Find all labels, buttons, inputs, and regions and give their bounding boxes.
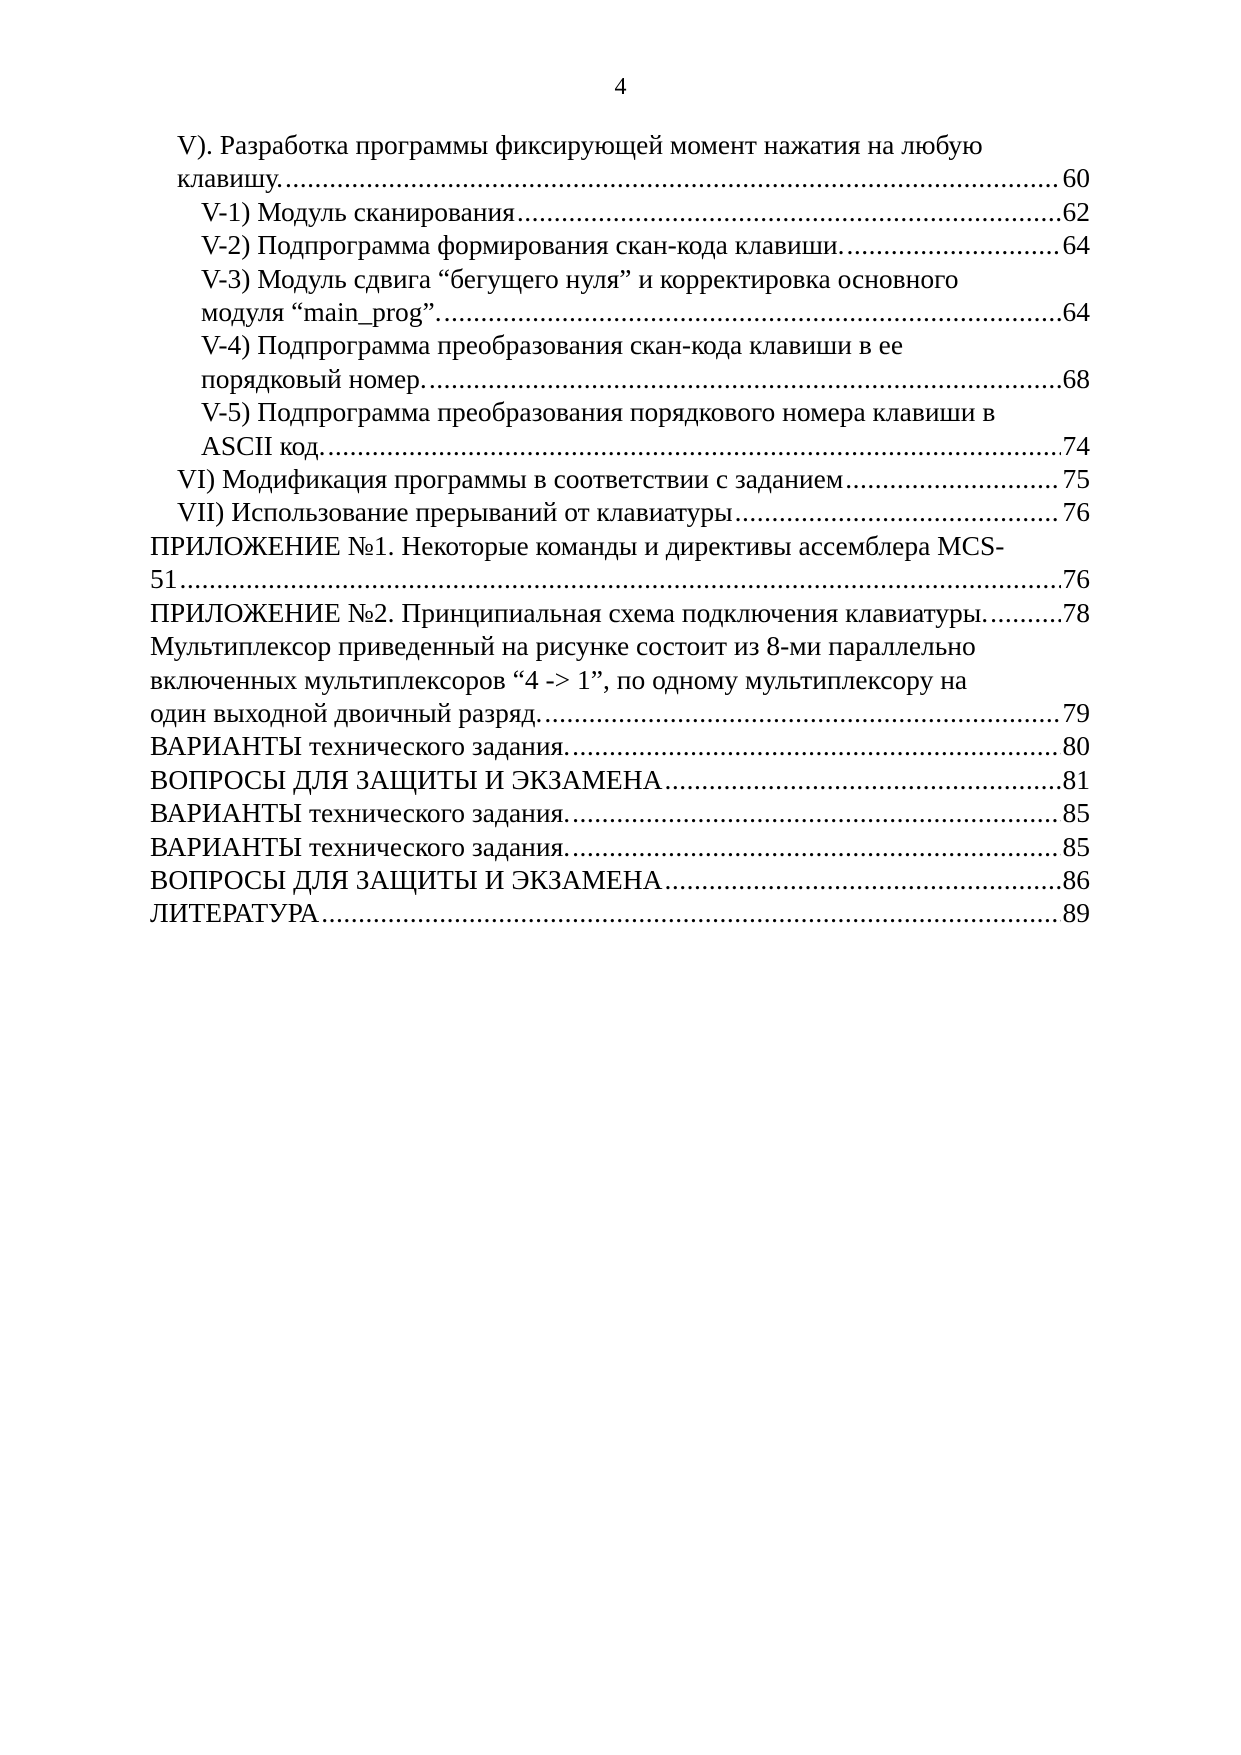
toc-entry-title-line1: Мультиплексор приведенный на рисунке состоит из 8-ми параллельно bbox=[150, 630, 976, 662]
toc-entry-title-line1: V-4) Подпрограмма преобразования скан-кода клавиши в ее bbox=[201, 329, 904, 361]
toc-entry-line bbox=[201, 429, 1090, 462]
toc-entry-title: VII) Использование прерываний от клавиатуры bbox=[177, 496, 733, 528]
toc-entry-line bbox=[177, 161, 1090, 194]
toc-entry[interactable] bbox=[150, 729, 1090, 762]
toc-entry-title: ПРИЛОЖЕНИЕ №2. Принципиальная схема подключения клавиатуры. bbox=[150, 596, 989, 628]
toc-entry-line bbox=[150, 763, 1090, 796]
toc-entry-line bbox=[201, 362, 1090, 395]
toc-entry[interactable] bbox=[150, 328, 1090, 395]
toc-page-number: 64 bbox=[1062, 296, 1090, 328]
toc-entry[interactable] bbox=[150, 796, 1090, 829]
toc-page-number: 74 bbox=[1062, 429, 1090, 461]
toc-leader-dots bbox=[444, 295, 1061, 328]
toc-leader-dots bbox=[517, 195, 1061, 228]
toc-entry-title: ВАРИАНТЫ технического задания. bbox=[150, 830, 571, 862]
toc-entry-title: ASCII код. bbox=[201, 429, 326, 461]
toc-entry-title: ЛИТЕРАТУРА bbox=[150, 897, 320, 929]
toc-entry[interactable] bbox=[150, 763, 1090, 796]
toc-entry-line bbox=[201, 228, 1090, 261]
toc-leader-dots bbox=[572, 729, 1060, 762]
toc-entry[interactable] bbox=[150, 228, 1090, 261]
toc-page-number: 64 bbox=[1062, 229, 1090, 261]
toc-page-number: 76 bbox=[1062, 563, 1090, 595]
toc-leader-dots bbox=[327, 429, 1060, 462]
toc-entry-line bbox=[150, 896, 1090, 929]
toc-entry[interactable] bbox=[150, 629, 1090, 729]
toc-entry-title-line1: ПРИЛОЖЕНИЕ №1. Некоторые команды и директивы ассемблера MCS- bbox=[150, 529, 1005, 561]
toc-entry-title-line1: V). Разработка программы фиксирующей момент нажатия на любую bbox=[177, 129, 983, 160]
toc-page-number: 86 bbox=[1062, 863, 1090, 895]
toc-page-number: 76 bbox=[1062, 496, 1090, 528]
toc-entry-line bbox=[150, 696, 1090, 729]
toc-page-number: 85 bbox=[1062, 797, 1090, 829]
toc-leader-dots bbox=[180, 562, 1061, 595]
toc-leader-dots bbox=[285, 161, 1060, 194]
toc-entry[interactable] bbox=[150, 262, 1090, 329]
toc-leader-dots bbox=[735, 495, 1061, 528]
toc-entry[interactable] bbox=[150, 896, 1090, 929]
toc-entry-title: ВОПРОСЫ ДЛЯ ЗАЩИТЫ И ЭКЗАМЕНА bbox=[150, 863, 663, 895]
toc-leader-dots bbox=[990, 596, 1060, 629]
toc-page-number: 89 bbox=[1062, 897, 1090, 929]
toc-leader-dots bbox=[429, 362, 1061, 395]
toc-entry-title: V-2) Подпрограмма формирования скан-кода клавиши. bbox=[201, 229, 845, 261]
toc-entry-title: один выходной двоичный разряд. bbox=[150, 696, 543, 728]
toc-entry-title-line1: V-3) Модуль сдвига “бегущего нуля” и корректировка основного bbox=[201, 262, 959, 294]
toc-entry-title: порядковый номер. bbox=[201, 362, 427, 394]
toc-leader-dots bbox=[572, 830, 1060, 863]
toc-leader-dots bbox=[544, 696, 1060, 729]
page-number: 4 bbox=[614, 74, 627, 100]
toc-entry-line bbox=[150, 863, 1090, 896]
toc-entry-line bbox=[150, 830, 1090, 863]
toc-page-number: 79 bbox=[1062, 696, 1090, 728]
toc-entry[interactable] bbox=[150, 830, 1090, 863]
toc-entry-line bbox=[177, 495, 1090, 528]
toc-page-number: 81 bbox=[1062, 763, 1090, 795]
toc-entry-line bbox=[150, 729, 1090, 762]
toc-page-number: 68 bbox=[1062, 362, 1090, 394]
toc-entry[interactable] bbox=[150, 596, 1090, 629]
table-of-contents bbox=[150, 128, 1090, 930]
toc-entry-title: VI) Модификация программы в соответствии с заданием bbox=[177, 463, 844, 495]
toc-page-number: 85 bbox=[1062, 830, 1090, 862]
toc-entry[interactable] bbox=[150, 495, 1090, 528]
toc-page-number: 80 bbox=[1062, 730, 1090, 762]
toc-entry-title: V-1) Модуль сканирования bbox=[201, 195, 515, 227]
toc-leader-dots bbox=[664, 863, 1060, 896]
toc-entry-title: ВАРИАНТЫ технического задания. bbox=[150, 730, 571, 762]
toc-entry-line bbox=[201, 295, 1090, 328]
toc-entry[interactable] bbox=[150, 462, 1090, 495]
toc-page-number: 60 bbox=[1062, 162, 1090, 194]
toc-leader-dots bbox=[847, 228, 1061, 261]
toc-entry-line bbox=[177, 462, 1090, 495]
toc-entry-title: 51 bbox=[150, 563, 178, 595]
toc-entry-title-line2: включенных мультиплексоров “4 -> 1”, по одному мультиплексору на bbox=[150, 663, 968, 695]
toc-entry[interactable] bbox=[150, 529, 1090, 596]
toc-page-number: 75 bbox=[1062, 463, 1090, 495]
toc-page-number: 78 bbox=[1062, 596, 1090, 628]
toc-entry-line bbox=[150, 562, 1090, 595]
toc-entry[interactable] bbox=[150, 128, 1090, 195]
toc-entry-line bbox=[150, 796, 1090, 829]
toc-entry-title: ВАРИАНТЫ технического задания. bbox=[150, 797, 571, 829]
toc-entry-line bbox=[150, 596, 1090, 629]
toc-leader-dots bbox=[845, 462, 1060, 495]
toc-entry-title: модуля “main_prog”. bbox=[201, 296, 442, 328]
toc-entry[interactable] bbox=[150, 863, 1090, 896]
toc-entry-title-line1: V-5) Подпрограмма преобразования порядкового номера клавиши в bbox=[201, 396, 996, 428]
toc-leader-dots bbox=[321, 896, 1060, 929]
toc-entry-line bbox=[201, 195, 1090, 228]
toc-entry-title: ВОПРОСЫ ДЛЯ ЗАЩИТЫ И ЭКЗАМЕНА bbox=[150, 763, 663, 795]
toc-leader-dots bbox=[664, 763, 1060, 796]
toc-entry-title: клавишу. bbox=[177, 162, 284, 194]
toc-entry[interactable] bbox=[150, 395, 1090, 462]
toc-entry[interactable] bbox=[150, 195, 1090, 228]
toc-leader-dots bbox=[572, 796, 1060, 829]
toc-page-number: 62 bbox=[1062, 195, 1090, 227]
